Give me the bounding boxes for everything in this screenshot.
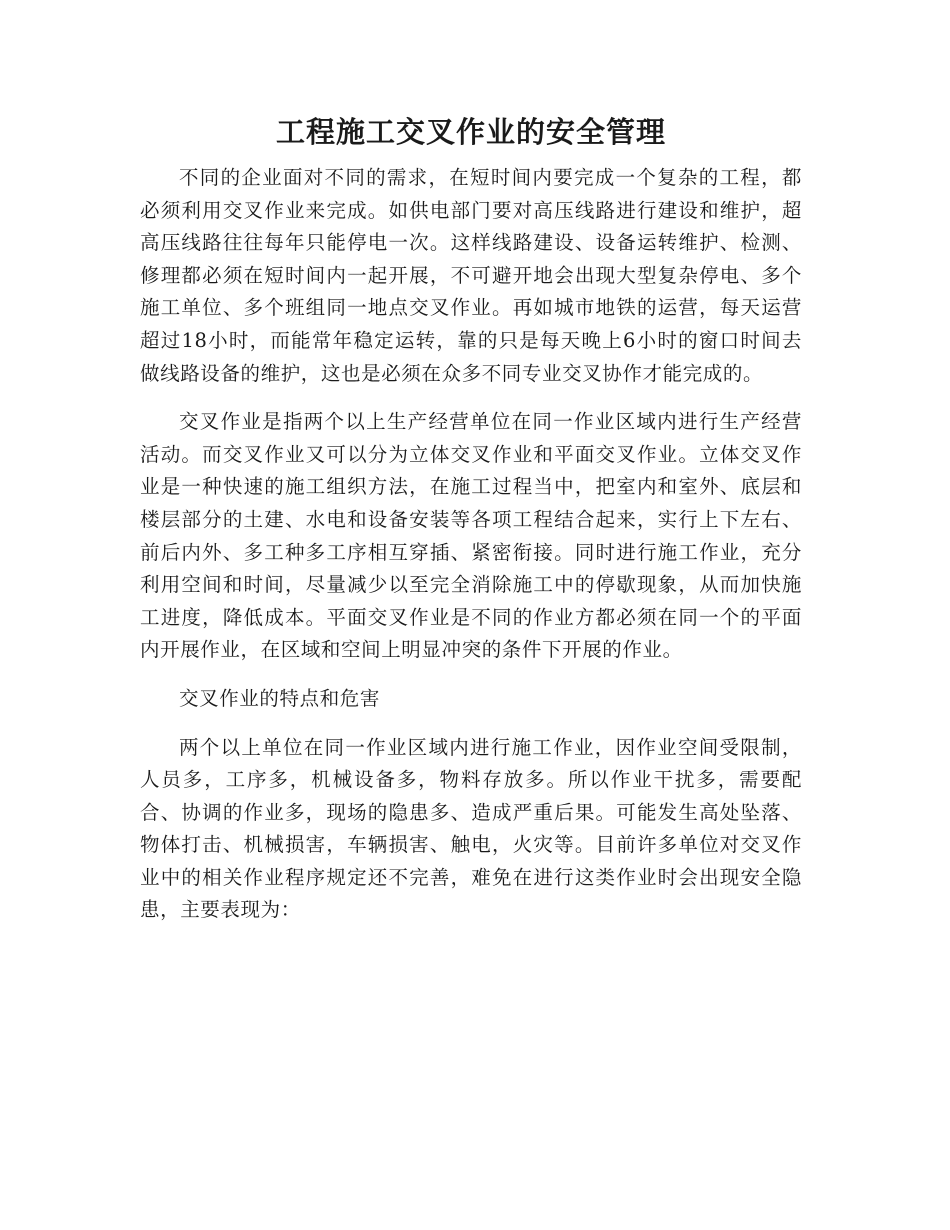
section-heading-characteristics: 交叉作业的特点和危害 xyxy=(179,686,381,710)
document-page xyxy=(140,0,802,927)
paragraph-intro: 不同的企业面对不同的需求，在短时间内要完成一个复杂的工程，都必须利用交叉作业来完成。如供电部门要对高压线路进行建设和维护，超高压线路往往每年只能停电一次。这样线路建设、设备运转维护、检测、修理都必须在短时间内一起开展，不可避开地会出现大型复杂停电、多个施工单位、多个班组同一地点交叉作业。再如城市地铁的运营，每天运营超过18小时，而能常年稳定运转，靠的只是每天晚上6小时的窗口时间去做线路设备的维护，这也是必须在众多不同专业交叉协作才能完成的。 xyxy=(140,166,802,385)
document-title: 工程施工交叉作业的安全管理 xyxy=(275,115,666,149)
paragraph-hazards: 两个以上单位在同一作业区域内进行施工作业，因作业空间受限制，人员多，工序多，机械设备多，物料存放多。所以作业干扰多，需要配合、协调的作业多，现场的隐患多、造成严重后果。可能发生高处坠落、物体打击、机械损害，车辆损害、触电，火灾等。目前许多单位对交叉作业中的相关作业程序规定还不完善，难免在进行这类作业时会出现安全隐患，主要表现为： xyxy=(140,735,802,922)
paragraph-definition: 交叉作业是指两个以上生产经营单位在同一作业区域内进行生产经营活动。而交叉作业又可以分为立体交叉作业和平面交叉作业。立体交叉作业是一种快速的施工组织方法，在施工过程当中，把室内和室外、底层和楼层部分的土建、水电和设备安装等各项工程结合起来，实行上下左右、前后内外、多工种多工序相互穿插、紧密衔接。同时进行施工作业，充分利用空间和时间，尽量减少以至完全消除施工中的停歇现象，从而加快施工进度，降低成本。平面交叉作业是不同的作业方都必须在同一个的平面内开展作业，在区域和空间上明显冲突的条件下开展的作业。 xyxy=(140,410,802,662)
